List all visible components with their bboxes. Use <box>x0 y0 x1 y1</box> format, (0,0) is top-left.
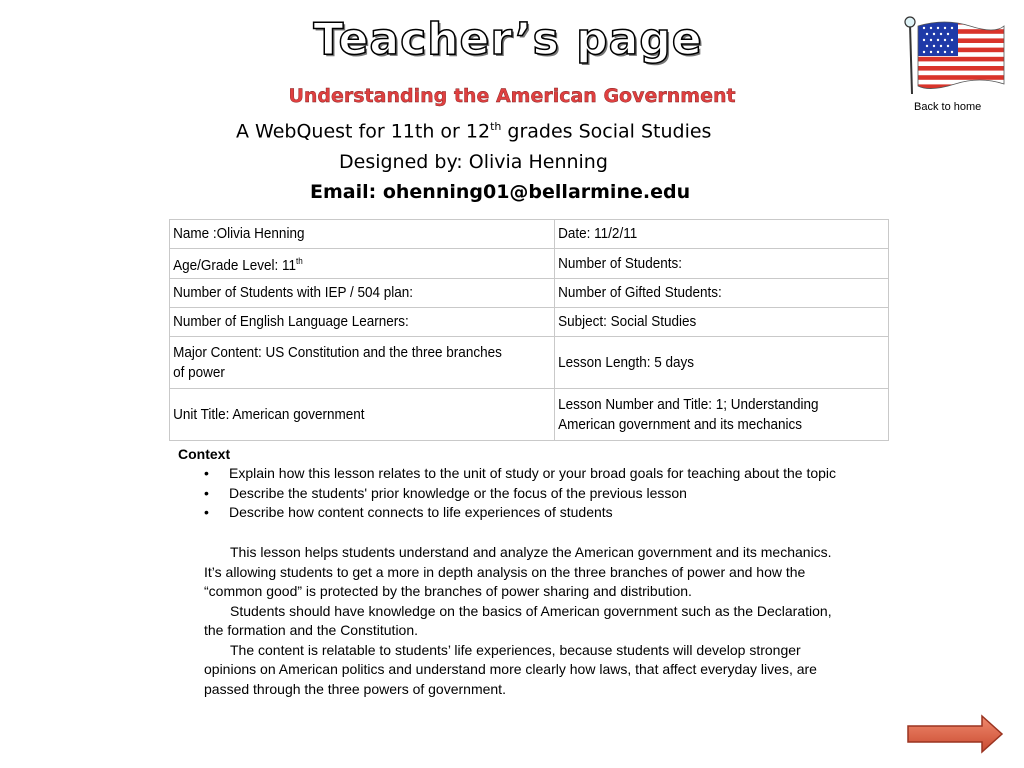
back-to-home-link[interactable]: Back to home <box>914 101 982 113</box>
table-cell: Unit Title: American government <box>170 389 517 441</box>
paragraph: This lesson helps students understand and analyze the American government and its mechanics. It’s allowing students to get a more in depth analysis on the three branches of power and how the “common good” is protected by the branches of power sharing and distribution. <box>204 544 832 599</box>
table-cell: Age/Grade Level: 11th <box>170 249 517 279</box>
list-item: • Explain how this lesson relates to the unit of study or your broad goals for teaching about the topic <box>204 464 884 484</box>
table-cell: Lesson Number and Title: 1; Understanding American government and its mechanics <box>555 389 856 441</box>
table-cell: Major Content: US Constitution and the three branches of power <box>170 337 517 389</box>
page-subtitle: Understanding the American Government <box>288 85 736 107</box>
table-cell: Number of Students with IEP / 504 plan: <box>170 279 517 308</box>
context-heading: Context <box>178 446 231 462</box>
table-row <box>170 337 889 389</box>
table-cell: Date: 11/2/11 <box>555 220 856 249</box>
list-item: • Describe the students' prior knowledge or the focus of the previous lesson <box>204 484 884 504</box>
table-row <box>170 249 889 279</box>
table-cell: Subject: Social Studies <box>555 308 856 337</box>
table-cell: Name :Olivia Henning <box>170 220 517 249</box>
american-flag-icon[interactable] <box>900 14 1010 96</box>
table-cell: Lesson Length: 5 days <box>555 337 856 389</box>
table-row <box>170 220 889 249</box>
page-title: Teacher’s page <box>313 14 703 65</box>
webquest-line: A WebQuest for 11th or 12th grades Social Studies <box>236 120 712 143</box>
table-cell: Number of English Language Learners: <box>170 308 517 337</box>
lesson-info-table <box>169 219 889 441</box>
table-cell: Number of Gifted Students: <box>555 279 856 308</box>
table-row <box>170 389 889 441</box>
context-body <box>204 543 844 699</box>
email-line: Email: ohenning01@bellarmine.edu <box>310 181 691 203</box>
list-item: • Describe how content connects to life experiences of students <box>204 503 884 523</box>
table-row <box>170 308 889 337</box>
table-cell: Number of Students: <box>555 249 856 279</box>
table-row <box>170 279 889 308</box>
paragraph: The content is relatable to students’ life experiences, because students will develop stronger opinions on American politics and understand more clearly how laws, that affect everyday lives, are passed through the three powers of government. <box>204 641 817 697</box>
context-bullets <box>204 464 884 523</box>
designer-line: Designed by: Olivia Henning <box>339 151 608 173</box>
paragraph: Students should have knowledge on the basics of American government such as the Declaration, the formation and the Constitution. <box>204 602 832 638</box>
right-arrow-icon[interactable] <box>906 714 1004 754</box>
